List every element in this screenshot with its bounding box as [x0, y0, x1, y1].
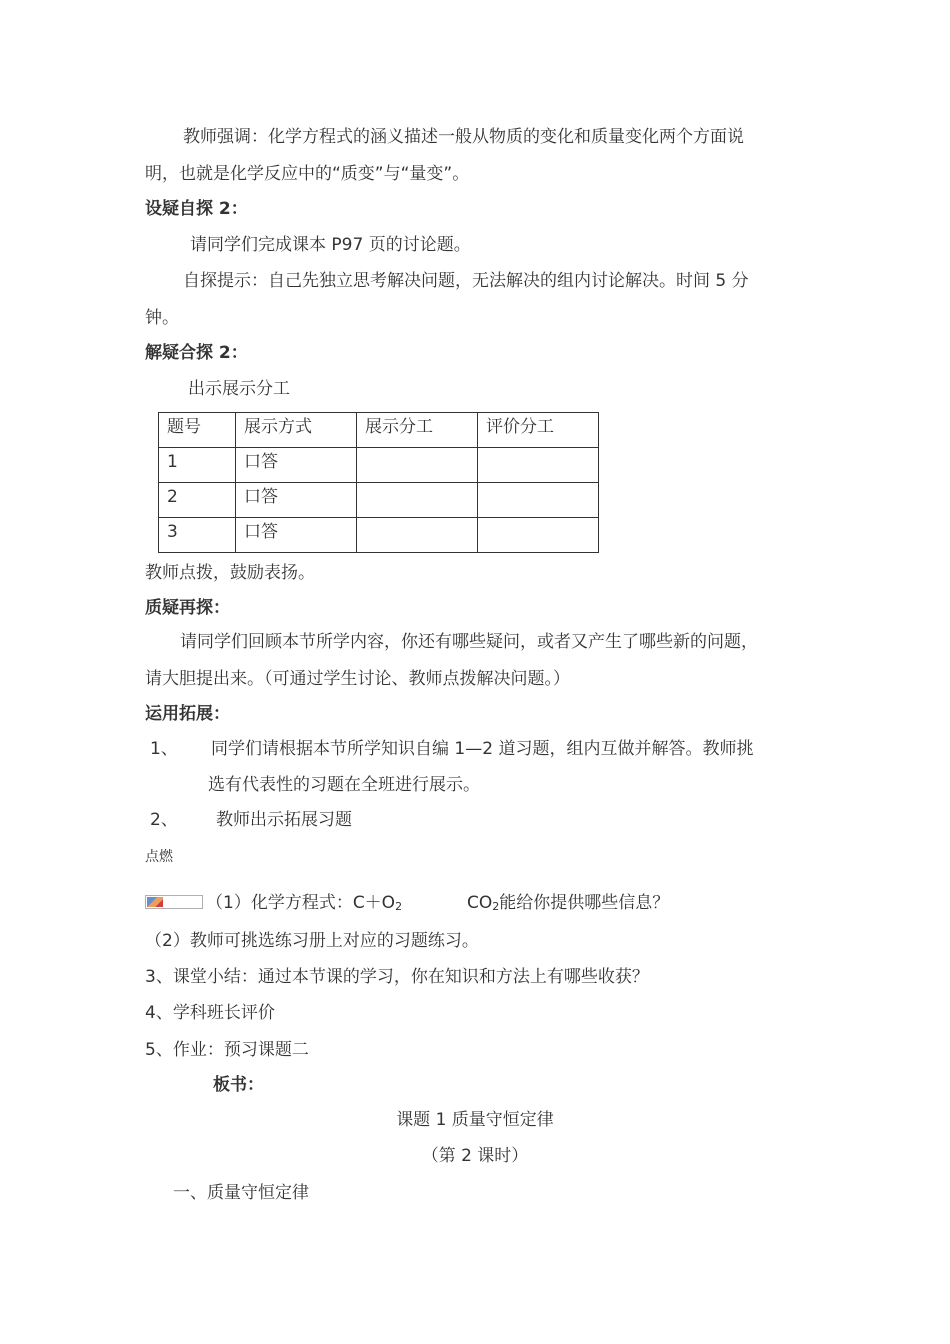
broken-image-icon: [145, 895, 203, 909]
section-heading-apply: 运用拓展：: [145, 704, 230, 724]
paragraph-line: 教师点拨，鼓励表扬。: [145, 563, 315, 583]
table-row: [159, 518, 599, 553]
table-cell: [478, 518, 599, 553]
paragraph-line: 出示展示分工: [188, 379, 290, 399]
board-heading: 板书：: [213, 1075, 264, 1095]
section-heading-requery: 质疑再探：: [145, 598, 230, 618]
equation-product-formula: CO: [467, 893, 493, 913]
subscript: 2: [395, 900, 403, 913]
table-row: [159, 483, 599, 518]
list-item: 选有代表性的习题在全班进行展示。: [208, 775, 480, 795]
list-item: 3、课堂小结：通过本节课的学习，你在知识和方法上有哪些收获？: [145, 967, 649, 987]
table-header-cell: 展示方式: [236, 413, 357, 448]
ignite-label: 点燃: [145, 849, 173, 865]
list-item: 4、学科班长评价: [145, 1003, 275, 1023]
table-cell: [478, 448, 599, 483]
table-header-cell: 展示分工: [357, 413, 478, 448]
table-row: [159, 448, 599, 483]
paragraph-line: 请同学们完成课本 P97 页的讨论题。: [190, 235, 471, 255]
table-header-cell: 题号: [159, 413, 236, 448]
table-cell: [357, 448, 478, 483]
table-cell: 3: [159, 518, 236, 553]
list-item: （2）教师可挑选练习册上对应的习题练习。: [145, 931, 479, 951]
table-cell: 口答: [236, 518, 357, 553]
board-point: 一、质量守恒定律: [173, 1183, 309, 1203]
list-item: 同学们请根据本节所学知识自编 1—2 道习题，组内互做并解答。教师挑: [211, 739, 754, 759]
table-header-row: [159, 413, 599, 448]
equation-product: [467, 891, 669, 919]
paragraph-line: 自探提示：自己先独立思考解决问题，无法解决的组内讨论解决。时间 5 分: [183, 271, 749, 291]
subscript: 2: [492, 900, 500, 913]
table-cell: 1: [159, 448, 236, 483]
paragraph-line: 请大胆提出来。（可通过学生讨论、教师点拨解决问题。）: [145, 669, 570, 689]
table-cell: [478, 483, 599, 518]
list-item: 教师出示拓展习题: [216, 810, 352, 830]
section-heading-self-explore-2: 设疑自探 2：: [145, 199, 248, 219]
list-item: 5、作业：预习课题二: [145, 1040, 309, 1060]
equation-prefix: （1）化学方程式：C＋O: [206, 893, 396, 913]
presentation-table: [158, 412, 599, 553]
table-header-cell: 评价分工: [478, 413, 599, 448]
table-cell: [357, 518, 478, 553]
paragraph-line: 钟。: [145, 308, 179, 328]
list-item-number: 1、: [150, 739, 178, 759]
table-cell: 口答: [236, 483, 357, 518]
paragraph-line: 教师强调：化学方程式的涵义描述一般从物质的变化和质量变化两个方面说: [183, 127, 744, 147]
equation-question-suffix: 能给你提供哪些信息？: [499, 893, 670, 913]
section-heading-group-explore-2: 解疑合探 2：: [145, 343, 248, 363]
equation-question: [206, 891, 402, 919]
board-title: 课题 1 质量守恒定律: [396, 1110, 554, 1130]
list-item-number: 2、: [150, 810, 178, 830]
paragraph-line: 请同学们回顾本节所学内容，你还有哪些疑问，或者又产生了哪些新的问题，: [180, 632, 758, 652]
table-cell: 口答: [236, 448, 357, 483]
table-cell: [357, 483, 478, 518]
paragraph-line: 明，也就是化学反应中的“质变”与“量变”。: [145, 164, 470, 184]
table-cell: 2: [159, 483, 236, 518]
board-subtitle: （第 2 课时）: [421, 1146, 529, 1166]
